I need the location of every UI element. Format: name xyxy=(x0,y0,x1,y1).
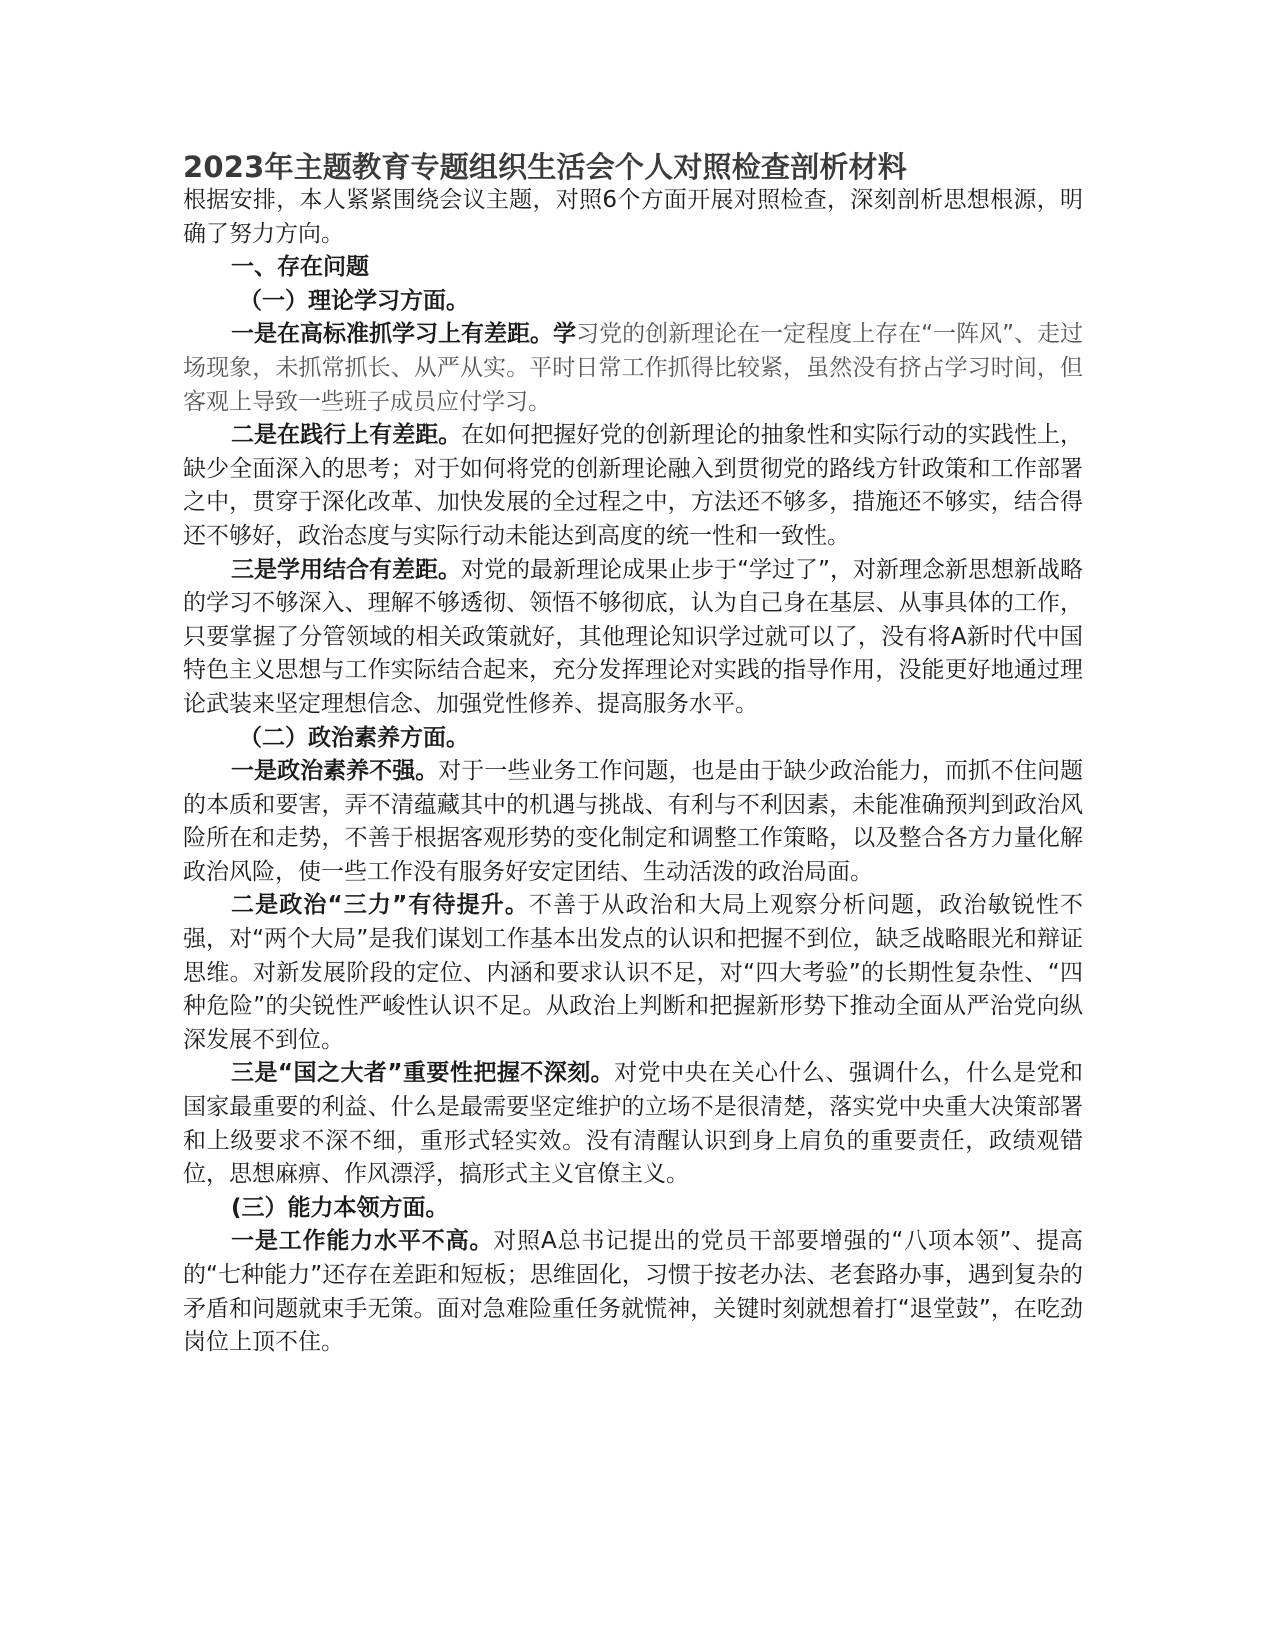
paragraph-theory-1 xyxy=(183,318,1083,419)
paragraph-lead: 一是在高标准抓学习上有差距。学 xyxy=(231,321,577,348)
paragraph-body: 对于一些业务工作问题，也是由于缺少政治能力，而抓不住问题的本质和要害，弄不清蕴藏其中的机遇与挑战、有利与不利因素，未能准确预判到政治风险所在和走势，不善于根据客观形势的变化制定和调整工作策略，以及整合各方力量化解政治风险，使一些工作没有服务好安定团结、生动活泼的政治局面。 xyxy=(183,758,1084,885)
paragraph-body: 不善于从政治和大局上观察分析问题，政治敏锐性不强，对“两个大局”是我们谋划工作基本出发点的认识和把握不到位，缺乏战略眼光和辩证思维。对新发展阶段的定位、内涵和要求认识不足，对“四大考验”的长期性复杂性、“四种危险”的尖锐性严峻性认识不足。从政治上判断和把握新形势下推动全面从严治党向纵深发展不到位。 xyxy=(183,892,1084,1053)
paragraph-political-1 xyxy=(183,755,1083,889)
subsection-heading-political: （二）政治素养方面。 xyxy=(239,724,469,751)
paragraph-lead: 三是“国之大者”重要性把握不深刻。 xyxy=(231,1060,615,1087)
paragraph-lead: 一是工作能力水平不高。 xyxy=(231,1228,494,1255)
paragraph-political-3 xyxy=(183,1057,1083,1191)
subsection-heading-ability: (三）能力本领方面。 xyxy=(231,1194,449,1221)
paragraph-theory-2 xyxy=(183,419,1083,553)
paragraph-body: 在如何把握好党的创新理论的抽象性和实际行动的实践性上，缺少全面深入的思考；对于如何将党的创新理论融入到贯彻党的路线方针政策和工作部署之中，贯穿于深化改革、加快发展的全过程之中，方法还不够多，措施还不够实，结合得还不够好，政治态度与实际行动未能达到高度的统一性和一致性。 xyxy=(183,422,1084,549)
paragraph-political-2 xyxy=(183,889,1083,1057)
document-page xyxy=(183,150,1083,1360)
paragraph-lead: 二是政治“三力”有待提升。 xyxy=(231,892,530,919)
intro-paragraph: 根据安排，本人紧紧围绕会议主题，对照6个方面开展对照检查，深刻剖析思想根源，明确了努力方向。 xyxy=(183,187,1083,247)
paragraph-theory-3 xyxy=(183,554,1083,722)
paragraph-body: 对党中央在关心什么、强调什么，什么是党和国家最重要的利益、什么是最需要坚定维护的立场不是很清楚，落实党中央重大决策部署和上级要求不深不细，重形式轻实效。没有清醒认识到身上肩负的重要责任，政绩观错位，思想麻痹、作风漂浮，搞形式主义官僚主义。 xyxy=(183,1060,1084,1188)
paragraph-body: 对党的最新理论成果止步于“学过了”，对新理念新思想新战略的学习不够深入、理解不够透彻、领悟不够彻底，认为自己身在基层、从事具体的工作，只要掌握了分管领域的相关政策就好，其他理论知识学过就可以了，没有将A新时代中国特色主义思想与工作实际结合起来，充分发挥理论对实践的指导作用，没能更好地通过理论武装来坚定理想信念、加强党性修养、提高服务水平。 xyxy=(183,556,1083,717)
section-heading-problems: 一、存在问题 xyxy=(231,254,369,281)
paragraph-body: 对照A总书记提出的党员干部要增强的“八项本领”、提高的“七种能力”还存在差距和短板；思维固化，习惯于按老办法、老套路办事，遇到复杂的矛盾和问题就束手无策。面对急难险重任务就慌神，关键时刻就想着打“退堂鼓”，在吃劲岗位上顶不住。 xyxy=(183,1228,1083,1356)
subsection-heading-theory: （一）理论学习方面。 xyxy=(239,287,469,314)
paragraph-ability-1 xyxy=(183,1225,1083,1359)
paragraph-body: 习党的创新理论在一定程度上存在“一阵风”、走过场现象，未抓常抓长、从严从实。平时日常工作抓得比较紧，虽然没有挤占学习时间，但客观上导致一些班子成员应付学习。 xyxy=(183,321,1084,415)
paragraph-lead: 一是政治素养不强。 xyxy=(231,758,439,785)
document-title: 2023年主题教育专题组织生活会个人对照检查剖析材料 xyxy=(183,150,907,184)
paragraph-lead: 三是学用结合有差距。 xyxy=(231,556,462,583)
paragraph-lead: 二是在践行上有差距。 xyxy=(231,422,462,449)
